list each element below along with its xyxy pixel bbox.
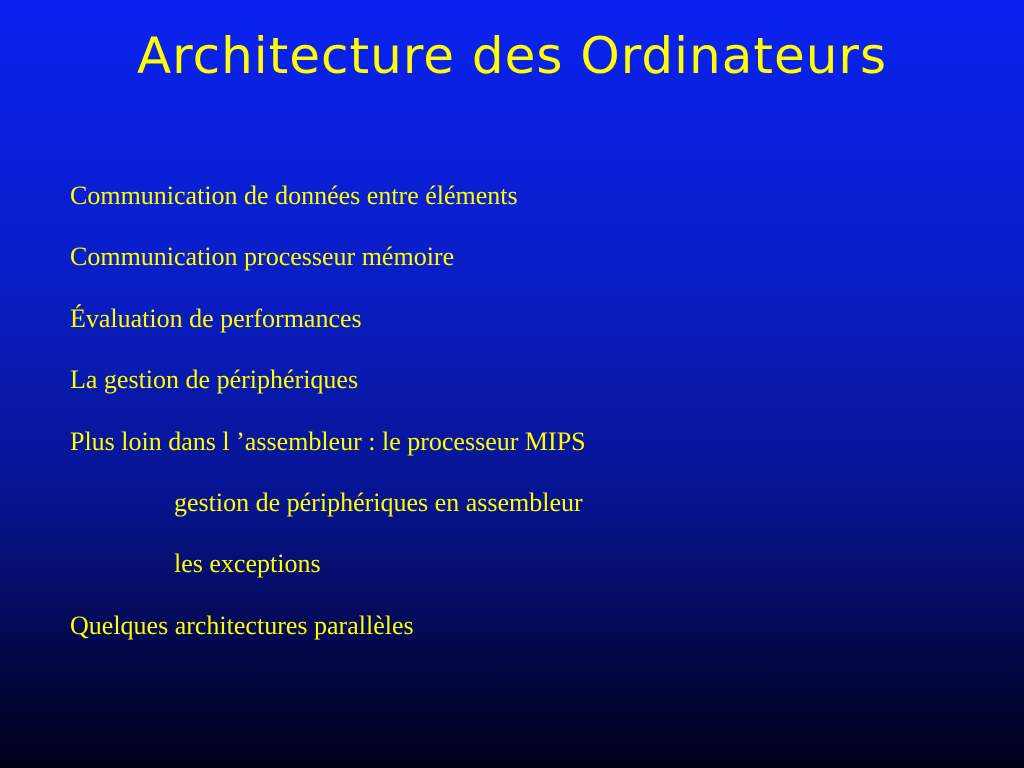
- list-item: Évaluation de performances: [70, 303, 362, 333]
- slide-title: Architecture des Ordinateurs: [136, 27, 888, 85]
- sub-list-item: les exceptions: [174, 549, 321, 579]
- sub-list-item: gestion de périphériques en assembleur: [174, 487, 583, 517]
- bullet-list: [70, 178, 586, 669]
- list-item: La gestion de périphériques: [70, 365, 359, 395]
- list-item: Communication de données entre éléments: [70, 181, 518, 210]
- list-item: Communication processeur mémoire: [70, 242, 455, 272]
- list-item: Quelques architectures parallèles: [70, 610, 414, 640]
- list-item: Plus loin dans l ’assembleur : le processeur MIPS: [70, 426, 586, 456]
